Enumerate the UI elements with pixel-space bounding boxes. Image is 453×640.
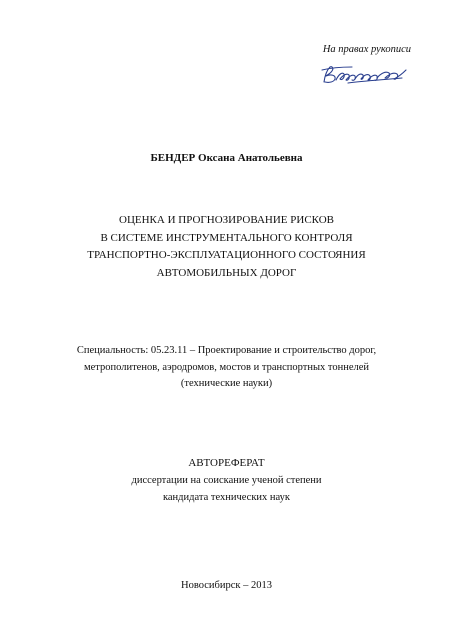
title-line: АВТОМОБИЛЬНЫХ ДОРОГ <box>156 266 297 279</box>
title-line: ТРАНСПОРТНО-ЭКСПЛУАТАЦИОННОГО СОСТОЯНИЯ <box>87 249 366 261</box>
specialty-line: Специальность: 05.23.11 – Проектирование и строительство дорог, <box>76 345 377 356</box>
dissertation-title <box>0 212 453 282</box>
abstract-heading <box>0 455 453 472</box>
specialty-block <box>0 343 453 393</box>
rights-note: На правах рукописи <box>322 44 411 55</box>
author-name-text: БЕНДЕР Оксана Анатольевна <box>150 152 303 164</box>
abstract-heading-text: АВТОРЕФЕРАТ <box>188 457 265 469</box>
title-line: В СИСТЕМЕ ИНСТРУМЕНТАЛЬНОГО КОНТРОЛЯ <box>100 231 353 244</box>
abstract-line: диссертации на соискание ученой степени <box>131 475 322 486</box>
place-year-text: Новосибирск – 2013 <box>181 580 272 591</box>
abstract-description <box>0 473 453 506</box>
title-line: ОЦЕНКА И ПРОГНОЗИРОВАНИЕ РИСКОВ <box>119 214 334 226</box>
abstract-line: кандидата технических наук <box>162 491 291 503</box>
handwritten-signature <box>318 62 410 88</box>
specialty-line: метрополитенов, аэродромов, мостов и транспортных тоннелей <box>83 361 370 373</box>
author-name <box>0 150 453 167</box>
place-year <box>0 578 453 595</box>
specialty-line: (технические науки) <box>180 378 273 389</box>
